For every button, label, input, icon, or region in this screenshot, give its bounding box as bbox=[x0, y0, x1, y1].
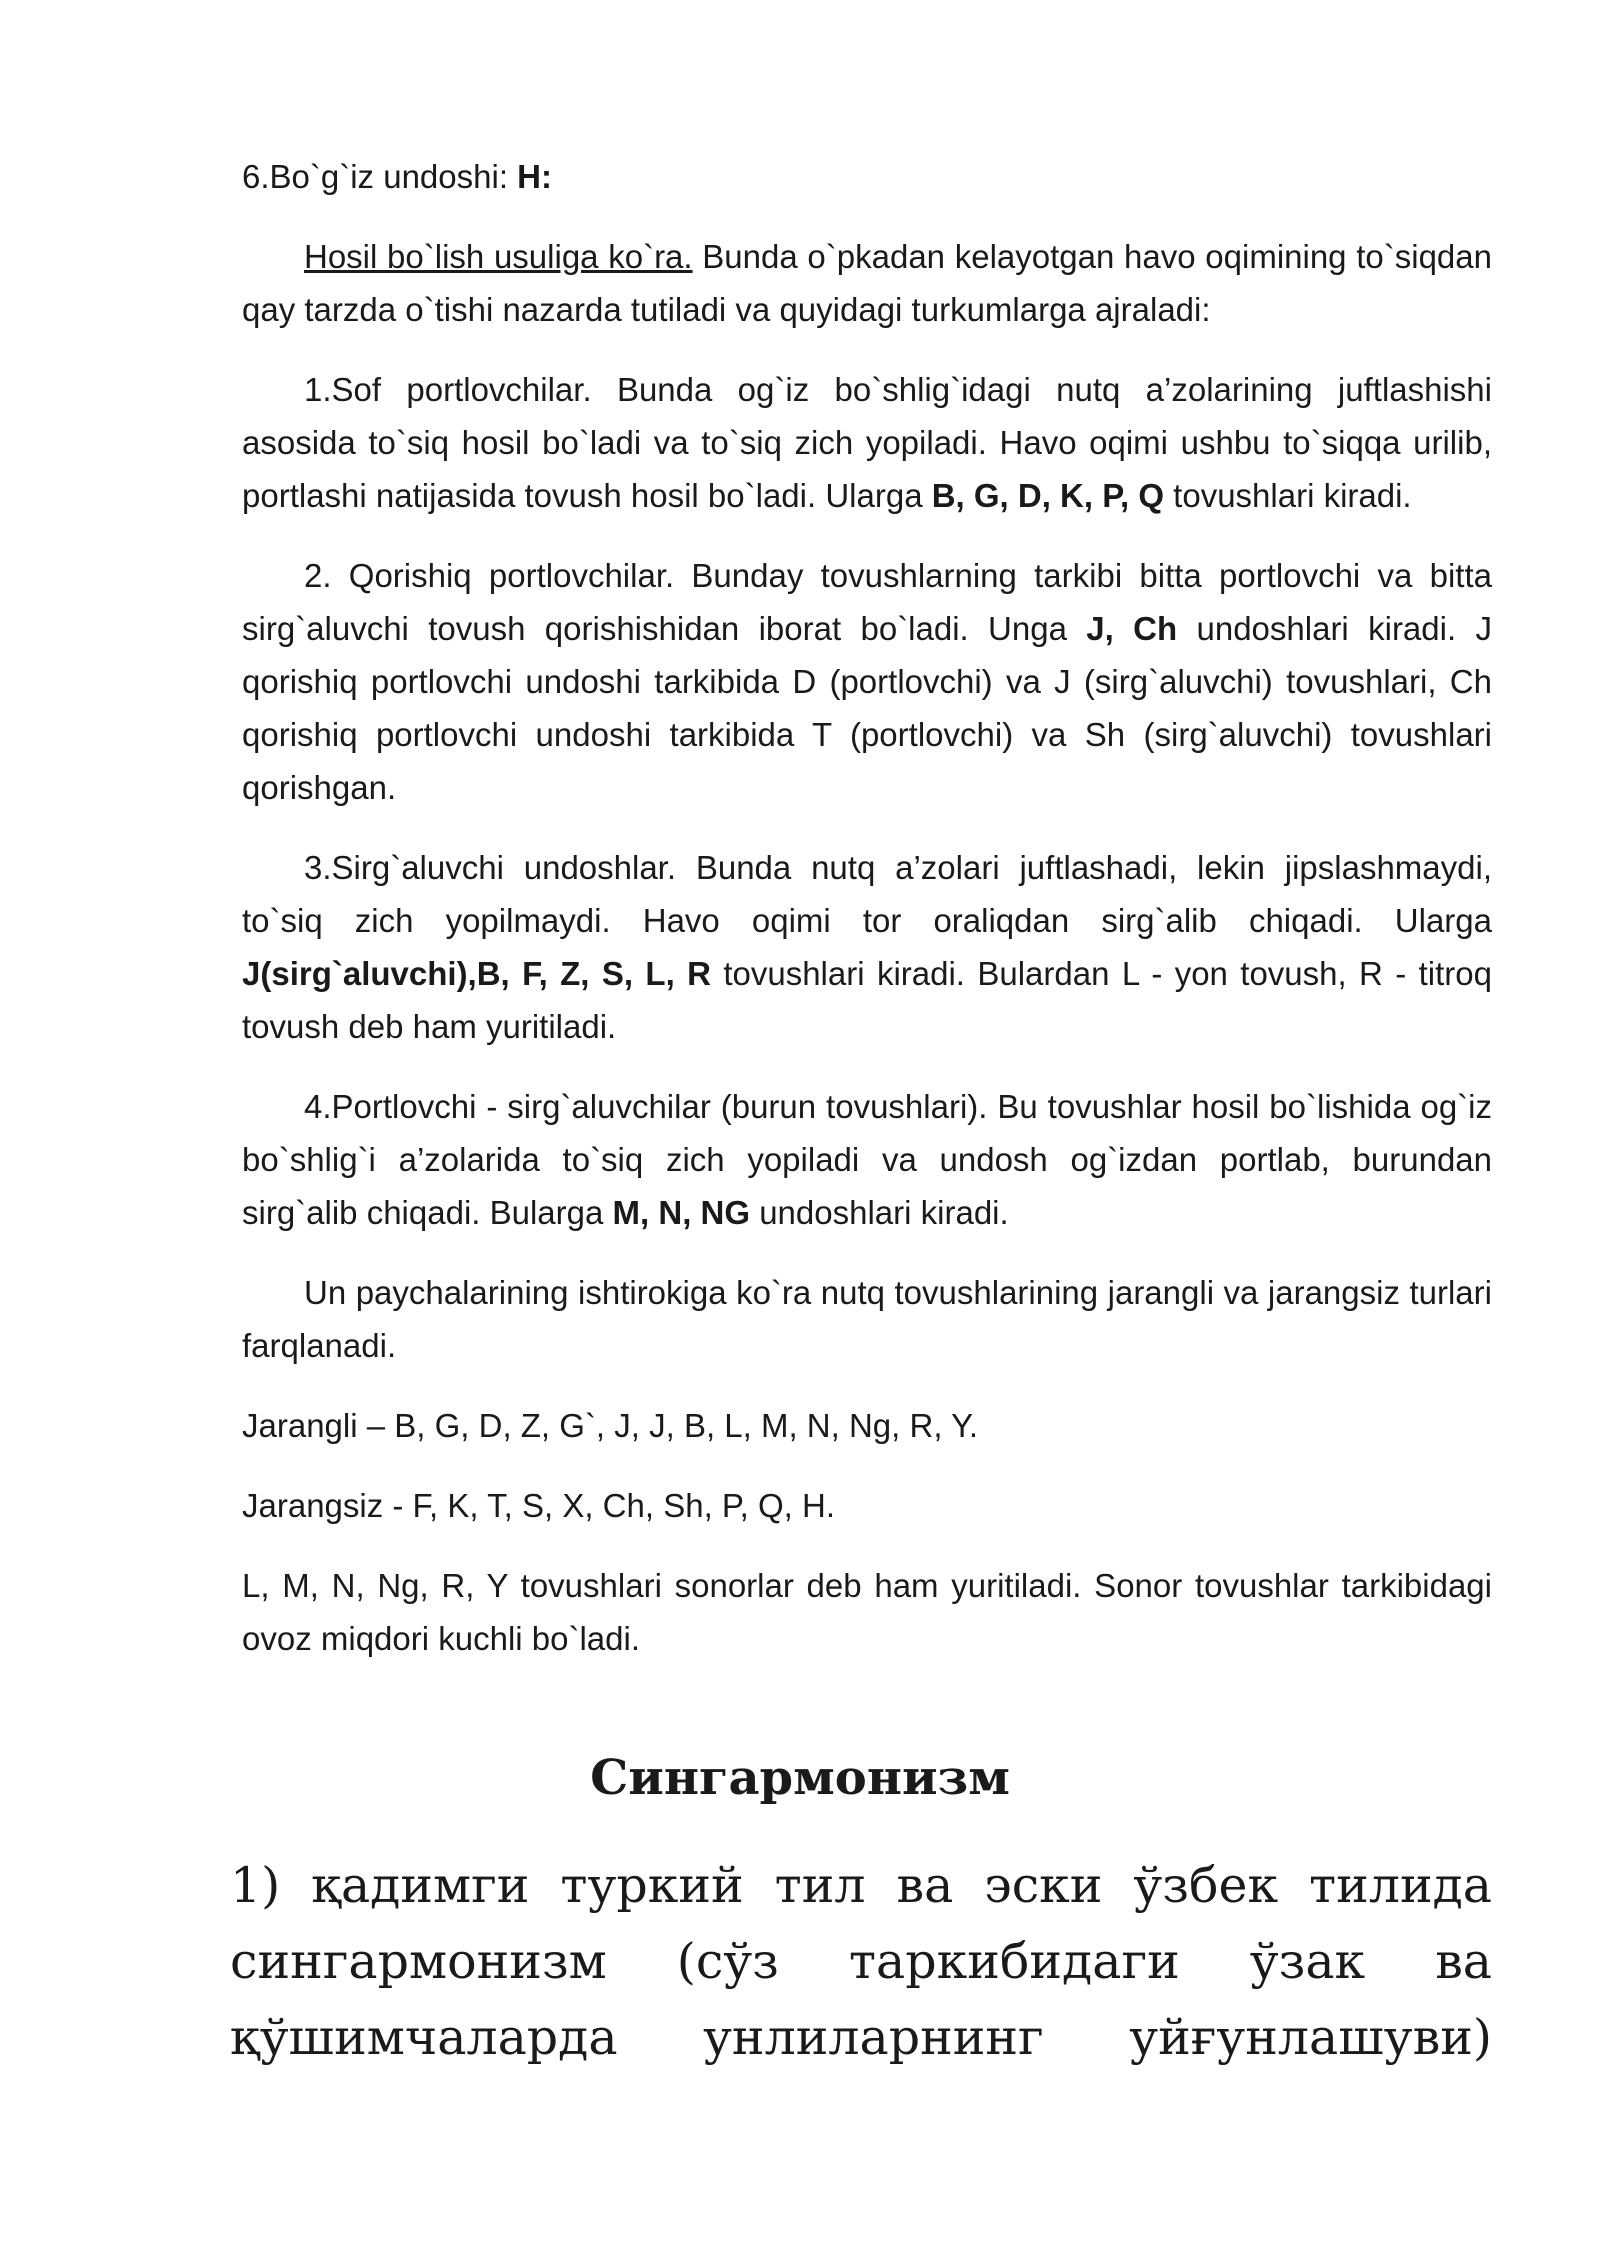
item-2-tail: undoshlari kiradi. J qorishiq portlovchi undoshi tarkibida D (portlovchi) va J (sirg`aluvchi) tovushlari, Ch qorishiq portlovchi undoshi tarkibida T (portlovchi) va Sh (sirg`aluvchi) tovushlari qorishgan. bbox=[242, 610, 1492, 806]
item-4-tail: undoshlari kiradi. bbox=[750, 1194, 1009, 1231]
item-3-text: 3.Sirg`aluvchi undoshlar. Bunda nutq a’zolari juftlashadi, lekin jipslashmaydi, to`siq zich yopilmaydi. Havo oqimi tor oraliqdan sirg`alib chiqadi. Ularga bbox=[242, 849, 1492, 939]
item-3-bold-sounds: J(sirg`aluvchi),B, F, Z, S, L, R bbox=[242, 955, 711, 992]
voiceless-list: Jarangsiz - F, K, T, S, X, Ch, Sh, P, Q, H. bbox=[242, 1487, 836, 1524]
cyrillic-paragraph: 1) қадимги туркий тил ва эски ўзбек тилида сингармонизм (сўз таркибидаги ўзак ва қўшимчаларда унлиларнинг уйғунлашуви) bbox=[230, 1857, 1492, 2066]
voiced-list: Jarangli – B, G, D, Z, G`, J, J, B, L, M, N, Ng, R, Y. bbox=[242, 1407, 978, 1444]
item-2-paragraph bbox=[242, 549, 1492, 814]
intro-text: Bunda o`pkadan kelayotgan havo oqimining to`siqdan qay tarzda o`tishi nazarda tutiladi va quyidagi turkumlarga ajraladi: bbox=[242, 238, 1492, 328]
item-3-tail: tovushlari kiradi. Bulardan L - yon tovush, R - titroq tovush deb ham yuritiladi. bbox=[242, 955, 1492, 1045]
intro-underlined-heading: Hosil bo`lish usuliga ko`ra. bbox=[304, 238, 693, 275]
item-3-paragraph bbox=[242, 841, 1492, 1053]
item-4-bold-sounds: M, N, NG bbox=[612, 1194, 751, 1231]
document-body bbox=[242, 150, 1492, 1692]
section-title-prefix: 6.Bo`g`iz undoshi: bbox=[242, 158, 518, 195]
item-4-text: 4.Portlovchi - sirg`aluvchilar (burun tovushlari). Bu tovushlar hosil bo`lishida og`iz bo`shlig`i a’zolarida to`siq zich yopiladi va undosh og`izdan portlab, burundan sirg`alib chiqadi. Bularga bbox=[242, 1088, 1492, 1231]
intro-paragraph bbox=[242, 230, 1492, 336]
section-title-letter: H: bbox=[517, 158, 552, 195]
item-2-text: 2. Qorishiq portlovchilar. Bunday tovushlarning tarkibi bitta portlovchi va bitta sirg`aluvchi tovush qorishishidan iborat bo`ladi. Unga bbox=[242, 557, 1492, 647]
item-1-text: 1.Sof portlovchilar. Bunda og`iz bo`shlig`idagi nutq a’zolarining juftlashishi asosida to`siq hosil bo`ladi va to`siq zich yopiladi. Havo oqimi ushbu to`siqqa urilib, portlashi natijasida tovush hosil bo`ladi. Ularga bbox=[242, 371, 1492, 514]
item-1-paragraph bbox=[242, 363, 1492, 522]
item-1-bold-sounds: B, G, D, K, P, Q bbox=[931, 477, 1164, 514]
sonorants-paragraph: L, M, N, Ng, R, Y tovushlari sonorlar deb ham yuritiladi. Sonor tovushlar tarkibidagi ovoz miqdori kuchli bo`ladi. bbox=[242, 1567, 1492, 1657]
item-2-bold-sounds: J, Ch bbox=[1086, 610, 1178, 647]
voicing-intro-paragraph: Un paychalarining ishtirokiga ko`ra nutq tovushlarining jarangli va jarangsiz turlari farqlanadi. bbox=[242, 1274, 1492, 1364]
item-1-tail: tovushlari kiradi. bbox=[1164, 477, 1412, 514]
section-title bbox=[242, 150, 1492, 203]
section-heading: Сингармонизм bbox=[590, 1750, 1010, 1806]
item-4-paragraph bbox=[242, 1080, 1492, 1239]
